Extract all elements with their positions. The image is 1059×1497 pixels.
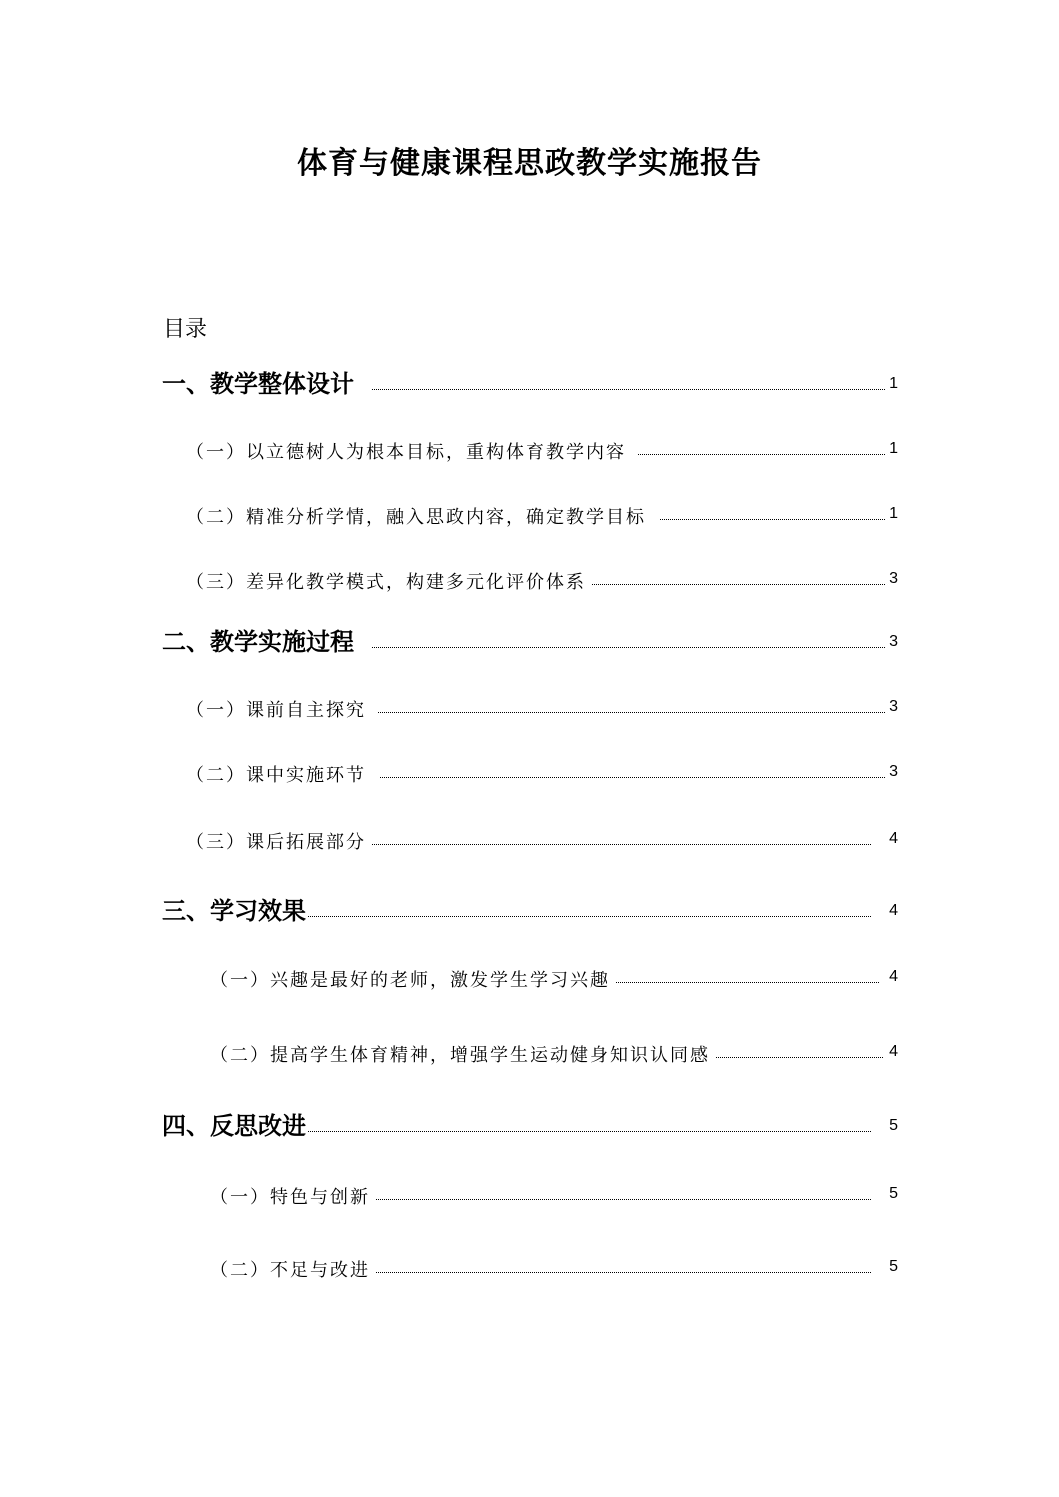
toc-page-number: 3	[889, 698, 898, 715]
toc-entry-label: 四、反思改进	[162, 1111, 306, 1140]
toc-page-number: 4	[889, 968, 898, 985]
toc-entry-label: （一）以立德树人为根本目标，重构体育教学内容	[186, 442, 626, 463]
toc-entry[interactable]	[162, 623, 898, 657]
toc-leader-dots	[616, 982, 879, 983]
toc-entry-label: （二）精准分析学情，融入思政内容，确定教学目标	[186, 507, 646, 528]
toc-page-number: 3	[889, 763, 898, 780]
toc-entry-label: 二、教学实施过程	[162, 627, 354, 656]
toc-entry-label: （二）提高学生体育精神，增强学生运动健身知识认同感	[210, 1045, 710, 1066]
toc-entry[interactable]	[186, 495, 898, 529]
toc-page-number: 4	[889, 830, 898, 847]
toc-heading: 目录	[163, 317, 208, 342]
toc-leader-dots	[308, 1131, 871, 1132]
toc-entry-label: （二）不足与改进	[210, 1260, 370, 1281]
toc-leader-dots	[638, 454, 885, 455]
toc-page-number: 1	[889, 440, 898, 457]
toc-entry-label: （一）兴趣是最好的老师，激发学生学习兴趣	[210, 970, 610, 991]
toc-entry-label: （三）差异化教学模式，构建多元化评价体系	[186, 572, 586, 593]
toc-leader-dots	[380, 777, 885, 778]
toc-page-number: 3	[889, 570, 898, 587]
toc-entry[interactable]	[210, 1033, 898, 1067]
toc-entry[interactable]	[162, 365, 898, 399]
toc-leader-dots	[592, 584, 885, 585]
toc-page-number: 5	[889, 1117, 898, 1134]
toc-leader-dots	[660, 519, 885, 520]
toc-entry[interactable]	[162, 1107, 898, 1141]
toc-entry[interactable]	[210, 1248, 898, 1282]
toc-leader-dots	[308, 916, 871, 917]
toc-entry[interactable]	[186, 820, 898, 854]
toc-entry[interactable]	[210, 958, 898, 992]
toc-page-number: 4	[889, 1043, 898, 1060]
toc-entry-label: 一、教学整体设计	[162, 369, 354, 398]
toc-leader-dots	[716, 1057, 883, 1058]
toc-entry-label: （一）课前自主探究	[186, 700, 366, 721]
toc-page-number: 5	[889, 1258, 898, 1275]
toc-entry[interactable]	[186, 753, 898, 787]
toc-entry-label: （二）课中实施环节	[186, 765, 366, 786]
toc-entry-label: （一）特色与创新	[210, 1187, 370, 1208]
toc-page-number: 3	[889, 633, 898, 650]
toc-page-number: 1	[889, 375, 898, 392]
toc-entry-label: （三）课后拓展部分	[186, 832, 366, 853]
toc-entry[interactable]	[162, 892, 898, 926]
toc-leader-dots	[376, 1272, 871, 1273]
toc-entry[interactable]	[186, 430, 898, 464]
toc-page-number: 4	[889, 902, 898, 919]
toc-entry[interactable]	[186, 688, 898, 722]
toc-leader-dots	[372, 844, 871, 845]
toc-leader-dots	[376, 1199, 871, 1200]
toc-entry[interactable]	[186, 560, 898, 594]
toc-entry[interactable]	[210, 1175, 898, 1209]
toc-leader-dots	[372, 389, 885, 390]
toc-page-number: 1	[889, 505, 898, 522]
document-title: 体育与健康课程思政教学实施报告	[297, 146, 762, 181]
toc-leader-dots	[378, 712, 885, 713]
toc-leader-dots	[372, 647, 885, 648]
toc-entry-label: 三、学习效果	[162, 896, 306, 925]
toc-page-number: 5	[889, 1185, 898, 1202]
